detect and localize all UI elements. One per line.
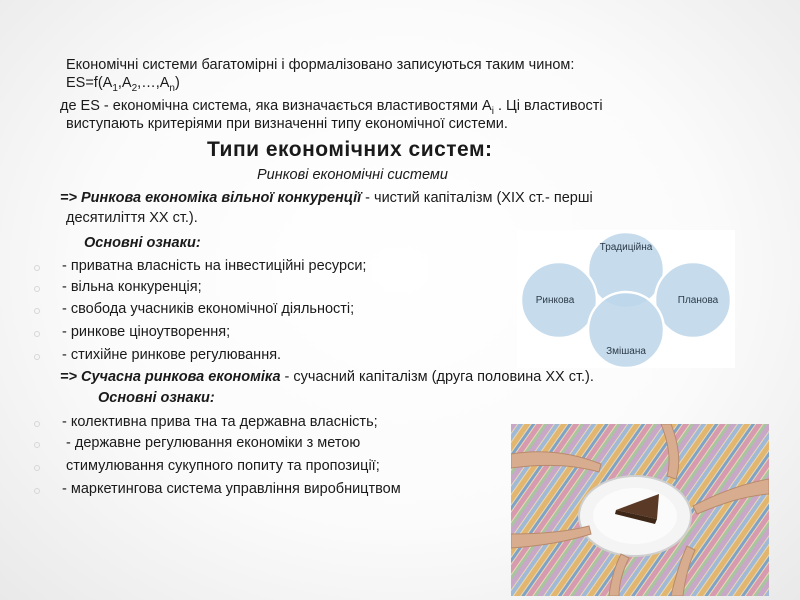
formula-prefix: ES=f(A <box>66 75 113 91</box>
intro-line-3-sub: i <box>491 105 494 117</box>
free-feature-5: - стихійне ринкове регулювання. <box>62 347 282 363</box>
formula-mid: ,…,A <box>137 75 170 91</box>
intro-line-3a: де ES - економічна система, яка визначається властивостями A <box>60 98 492 114</box>
features-label-2: Основні ознаки: <box>98 390 215 406</box>
intro-formula <box>66 74 180 98</box>
formula-sub-n: n <box>169 82 175 94</box>
bullet-2 <box>34 286 40 292</box>
formula-a2: ,A <box>117 75 132 91</box>
bullet-7 <box>34 442 40 448</box>
bullet-6 <box>34 421 40 427</box>
label-market: Ринкова <box>535 295 575 306</box>
features-label-1: Основні ознаки: <box>84 235 201 251</box>
bullet-1 <box>34 265 40 271</box>
economy-types-diagram <box>517 230 735 368</box>
hands-cake-photo <box>511 424 769 596</box>
free-market-desc: - чистий капіталізм (XIX ст.- перші <box>361 190 593 206</box>
intro-line-3b: . Ці властивості <box>493 98 603 114</box>
bullet-9 <box>34 488 40 494</box>
modern-feature-4: - маркетингова система управління виробництвом <box>62 481 401 497</box>
modern-feature-2: - державне регулювання економіки з метою <box>62 435 361 451</box>
bullet-8 <box>34 465 40 471</box>
free-feature-2: - вільна конкуренція; <box>62 279 202 295</box>
bullet-3 <box>34 308 40 314</box>
formula-sub-2: 2 <box>131 82 138 94</box>
free-feature-4: - ринкове ціноутворення; <box>62 324 231 340</box>
label-traditional: Традиційна <box>599 242 653 253</box>
free-market-arrow: => <box>60 190 81 206</box>
modern-market-heading <box>60 368 594 386</box>
modern-market-arrow: => <box>60 369 81 385</box>
photo-illustration <box>511 424 769 596</box>
free-market-desc-cont: десятиліття XX ст.). <box>66 210 198 226</box>
formula-sub-1: 1 <box>112 82 118 94</box>
modern-feature-1: - колективна прива тна та державна власність; <box>62 414 378 430</box>
page-title: Типи економічних систем: <box>207 138 493 161</box>
formula-suffix: ) <box>174 75 180 91</box>
modern-market-desc: - сучасний капіталізм (друга половина XX ст.). <box>280 369 594 385</box>
free-feature-3: - свобода учасників економічної діяльності; <box>62 301 355 317</box>
modern-feature-3: стимулювання сукупного попиту та пропозиції; <box>66 458 380 474</box>
label-planned: Планова <box>677 295 719 306</box>
bullet-4 <box>34 331 40 337</box>
subtitle: Ринкові економічні системи <box>257 167 448 183</box>
bullet-5 <box>34 354 40 360</box>
free-market-name: Ринкова економіка вільної конкуренції <box>80 190 362 206</box>
intro-line-1: Економічні системи багатомірні і формалізовано записуються таким чином: <box>66 57 575 73</box>
free-feature-1: - приватна власність на інвестиційні ресурси; <box>62 258 367 274</box>
venn-diagram <box>517 230 735 368</box>
free-market-heading <box>60 189 593 207</box>
intro-line-4: виступають критеріями при визначенні типу економічної системи. <box>66 116 508 132</box>
label-mixed: Змішана <box>606 346 646 357</box>
modern-market-name: Сучасна ринкова економіка <box>80 369 281 385</box>
